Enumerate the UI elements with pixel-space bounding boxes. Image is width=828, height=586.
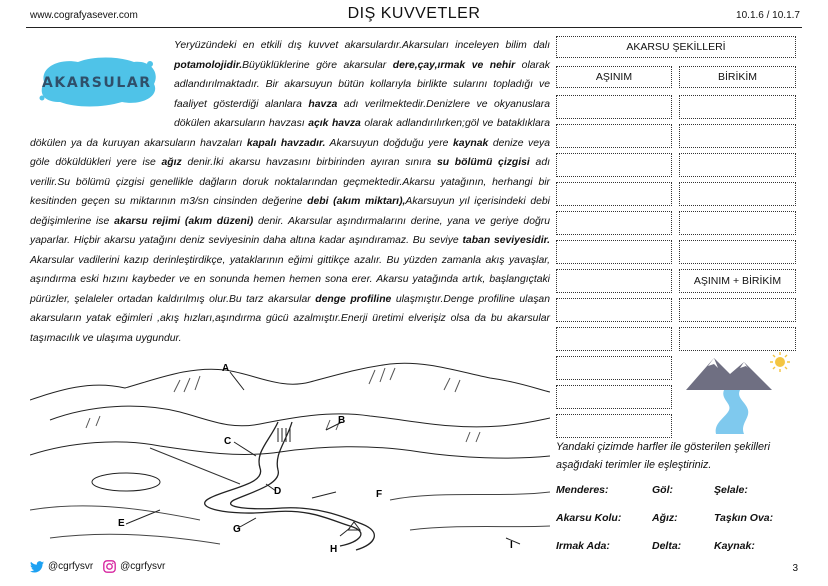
logo-text: AKARSULAR <box>42 75 152 91</box>
column-header-asinim-birikim: AŞINIM + BİRİKİM <box>679 269 796 293</box>
answer-box[interactable] <box>556 414 672 438</box>
figure-label-g: G <box>233 524 241 535</box>
key-term: su bölümü çizgisi <box>436 157 530 168</box>
footer-social <box>30 560 165 573</box>
instagram-icon[interactable] <box>103 560 116 573</box>
key-term: ağız <box>161 157 182 168</box>
key-term: dere,çay,ırmak ve nehir <box>392 59 516 71</box>
answer-box[interactable] <box>556 182 672 206</box>
page-title: DIŞ KUVVETLER <box>347 5 481 22</box>
column-header-birikim: BİRİKİM <box>679 66 796 88</box>
key-term: denge profiline <box>315 293 392 305</box>
figure-label-i: I <box>510 540 513 551</box>
answer-box[interactable] <box>556 269 672 293</box>
key-term: taban seviyesidir. <box>462 235 550 246</box>
term-item: Şelale: <box>714 484 748 496</box>
key-term: akarsu rejimi (akım düzeni) <box>114 215 254 227</box>
article-run: Yeryüzündeki en etkili dış kuvvet akarsulardır.Akarsuları inceleyen bilim dalı <box>174 40 550 51</box>
article-run: denir. Akarsular aşındırmalarını derine, yana ve geriye doğru yaparlar. Hiçbir akarsu yatağını deniz seviyesinin daha altına kadar aşındıramaz. Bu seviye <box>30 215 550 246</box>
figure-label-f: F <box>376 489 383 500</box>
page-number: 3 <box>792 563 798 574</box>
key-term: kaynak <box>453 137 489 149</box>
article-run: Büyüklüklerine göre akarsular <box>242 59 393 71</box>
answer-box[interactable] <box>556 240 672 264</box>
article-run: olarak adlandırılmaktadır. Bir akarsuyun bütün kollarıyla birlikte sularını topladığı ve faaliyet gösterdiği alanlara <box>174 59 550 110</box>
akarsular-logo <box>30 36 168 132</box>
key-term: havza <box>308 98 338 110</box>
answer-box[interactable] <box>679 182 796 206</box>
key-term: açık havza <box>308 118 361 129</box>
key-term: kapalı havzadır. <box>246 137 326 149</box>
article-run: denir.İki akarsu havzasını birbirinden ayıran sınıra <box>181 157 437 168</box>
matching-instruction: Yandaki çizimde harfler ile gösterilen şekilleri aşağıdaki terimler ile eşleştiriniz. <box>556 441 771 471</box>
river-landscape-figure <box>30 360 550 555</box>
answer-box[interactable] <box>556 124 672 148</box>
figure-label-d: D <box>274 486 282 497</box>
panel-title: AKARSU ŞEKİLLERİ <box>556 36 796 58</box>
term-item: Akarsu Kolu: <box>556 512 622 524</box>
article-run: olarak adlandırılırken;göl ve bataklıklara dökülen ya da kuruyan akarsuların havzaları <box>30 118 550 149</box>
page-header <box>0 0 828 28</box>
answer-box[interactable] <box>679 153 796 177</box>
instagram-handle[interactable]: @cgrfysvr <box>120 561 166 572</box>
answer-box[interactable] <box>556 211 672 235</box>
article-run: denize veya göle döküldükleri yere ise <box>30 137 550 168</box>
answer-box[interactable] <box>556 356 672 380</box>
figure-label-h: H <box>330 544 338 555</box>
term-item: Irmak Ada: <box>556 540 610 552</box>
term-item: Menderes: <box>556 484 609 496</box>
figure-label-b: B <box>338 415 346 426</box>
answer-box[interactable] <box>679 298 796 322</box>
figure-label-e: E <box>118 518 125 529</box>
twitter-icon[interactable] <box>30 561 44 573</box>
mountain-river-icon <box>684 350 796 434</box>
site-url: www.cografyasever.com <box>30 10 138 21</box>
article-run: Akarsular vadilerini kazıp derinleştirdikçe, yataklarının eğimi gittikçe azalır. Bu yüzden zamanla akış yavaşlar, aşındırma eski hızını kaybeder ve en sonunda hemen hemen sona erer. Akarsu yatağında artık, başlangıçtaki pürüzler, şelaleler ortadan kaldırılmış olur.Bu tarz akarsular <box>30 254 550 305</box>
term-item: Göl: <box>652 484 673 496</box>
article-run: Akarsuyun doğduğu yere <box>325 137 454 149</box>
article-run: ulaşmıştır.Denge profiline ulaşan akarsuların yatak eğimleri ,akış hızları,aşındırma gücü azalmıştır.Enerji üretimi elverişiz olsa da bu akarsular taşımacılık ve ulaşıma uygundur. <box>30 293 550 344</box>
term-item: Taşkın Ova: <box>714 512 774 524</box>
figure-label-c: C <box>224 436 232 447</box>
answer-box[interactable] <box>679 211 796 235</box>
term-item: Kaynak: <box>714 540 755 552</box>
key-term: debi (akım miktarı), <box>307 196 406 207</box>
article-run: adı verilir.Su bölümü çizgisi genellikle dağların doruk noktalarından geçmektedir.Akarsu yatağının, herhangi bir kesitinden geçen su miktarının m3/sn cinsinden değerine <box>30 157 550 207</box>
answer-box[interactable] <box>556 95 672 119</box>
column-header-asinim: AŞINIM <box>556 66 672 88</box>
answer-box[interactable] <box>679 240 796 264</box>
term-item: Ağız: <box>652 512 678 524</box>
answer-box[interactable] <box>679 327 796 351</box>
article-run: adı verilmektedir.Denizlere ve okyanuslara dökülen akarsuların havzası <box>174 98 551 129</box>
article-text <box>30 36 550 348</box>
curriculum-code: 10.1.6 / 10.1.7 <box>736 10 800 21</box>
header-divider <box>26 27 802 28</box>
answer-box[interactable] <box>556 385 672 409</box>
twitter-handle[interactable]: @cgrfysvr <box>48 561 94 572</box>
answer-box[interactable] <box>556 327 672 351</box>
key-term: potamolojidir. <box>174 59 243 71</box>
term-item: Delta: <box>652 540 682 552</box>
answer-box[interactable] <box>679 124 796 148</box>
answer-box[interactable] <box>556 298 672 322</box>
answer-box[interactable] <box>556 153 672 177</box>
figure-label-a: A <box>222 363 230 374</box>
answer-box[interactable] <box>679 95 796 119</box>
article-run: Akarsuyun yıl içerisindeki debi değişimlerine ise <box>30 196 550 227</box>
